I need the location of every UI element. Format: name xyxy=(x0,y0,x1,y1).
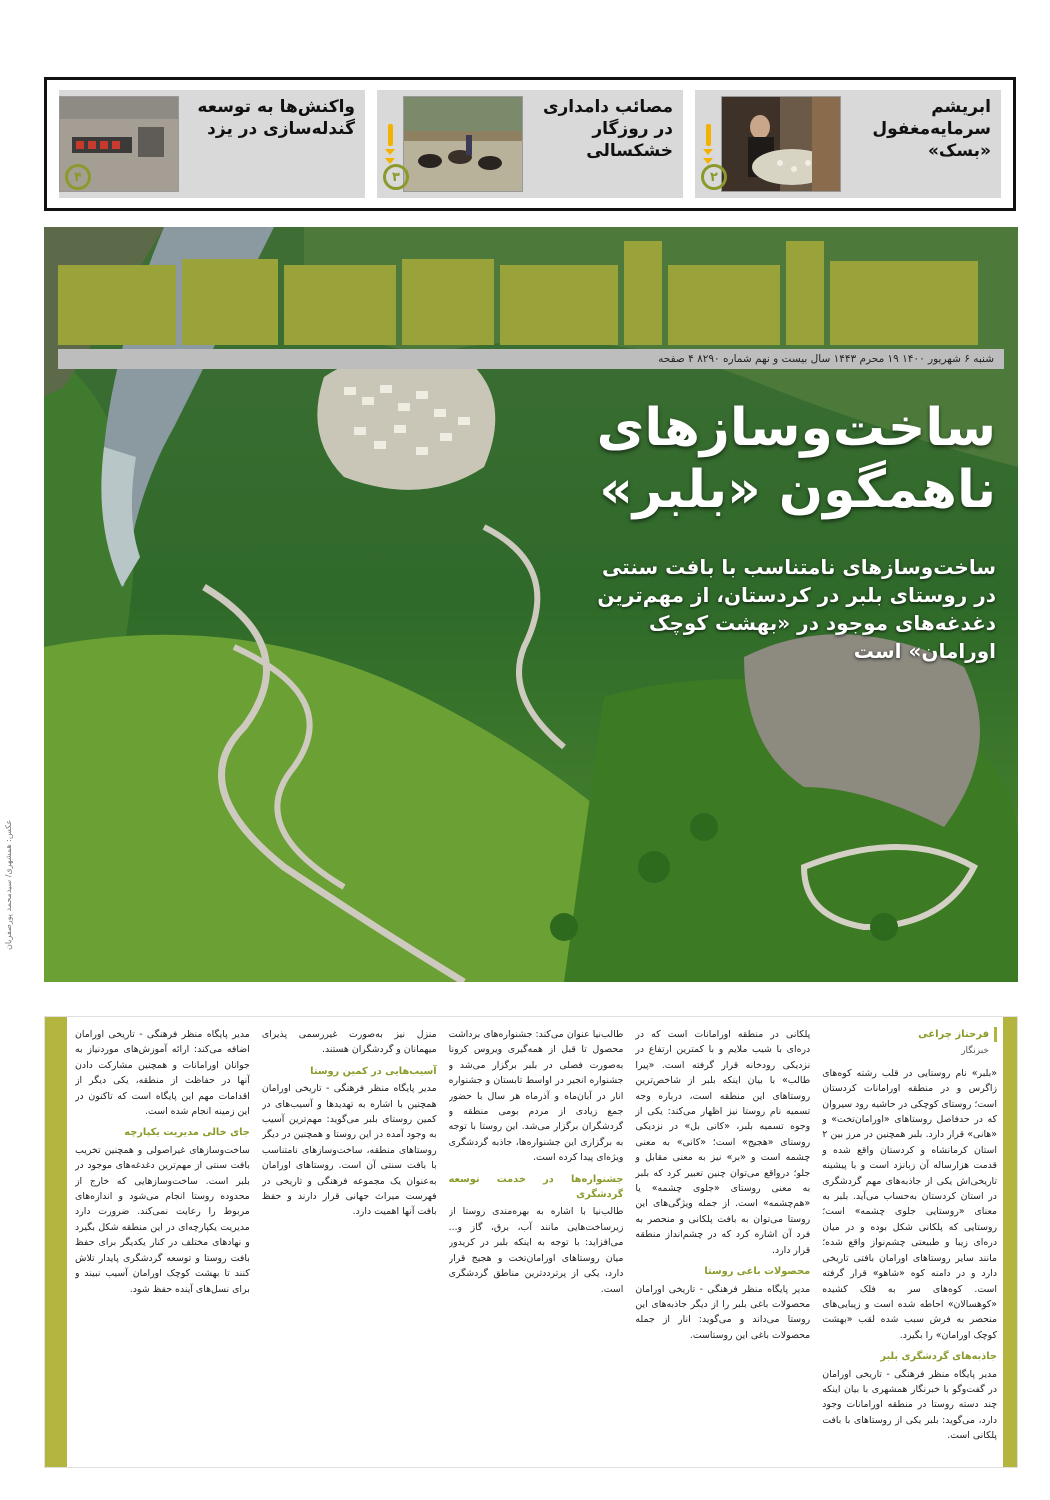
photo-credit: عکس: همشهری/ سیدمحمد پورصفریان xyxy=(4,820,13,951)
article-column xyxy=(75,1027,250,1457)
article-body xyxy=(44,1016,1018,1468)
page-headline: ساخت‌وسازهای ناهمگون «بلبر» xyxy=(596,398,996,520)
section-heading: جشنواره‌ها در خدمت توسعه گردشگری xyxy=(448,1173,624,1201)
page-number-badge: ۴ xyxy=(65,164,91,190)
decorative-sidebar xyxy=(1003,1017,1017,1467)
page-number-badge: ۲ xyxy=(701,164,727,190)
masthead-letter xyxy=(830,261,978,345)
page-subhead: ساخت‌وسازهای نامتناسب با بافت سنتی در روستای بلبر در کردستان، از مهم‌ترین دغدغه‌های موجود در «بهشت کوچک اورامان» است xyxy=(597,555,996,663)
issue-info-bar: شنبه ۶ شهریور ۱۴۰۰ ۱۹ محرم ۱۴۴۳ سال بیست و نهم شماره ۸۲۹۰ ۴ صفحه xyxy=(58,349,1004,369)
paragraph: منزل نیز به‌صورت غیررسمی پذیرای میهمانان و گردشگران هستند. xyxy=(261,1029,437,1056)
paragraph: مدیر پایگاه منظر فرهنگی - تاریخی اورامان در گفت‌وگو با خبرنگار همشهری با بیان اینکه چند دسته روستا در منطقه اورامانات وجود دارد، می‌گوید: بلبر یکی از روستاهای با بافت پلکانی است. xyxy=(822,1368,997,1442)
section-heading: محصولات باغی روستا xyxy=(704,1266,811,1278)
teaser-card-silk[interactable] xyxy=(695,90,1001,198)
masthead-letter xyxy=(500,265,618,345)
teaser-card-livestock[interactable] xyxy=(377,90,683,198)
article-column xyxy=(822,1027,997,1457)
paragraph: مدیر پایگاه منظر فرهنگی - تاریخی اورامان اضافه می‌کند: ارائه آموزش‌های موردنیاز به جوانان اورامانات و همچنین مشارکت دادن آنها در حفاظت از منطقه، یکی دیگر از اقدامات مهم این پایگاه است که تاکنون در این زمینه انجام شده است. xyxy=(75,1029,250,1118)
paragraph: مدیر پایگاه منظر فرهنگی - تاریخی اورامان همچنین با اشاره به تهدیدها و آسیب‌های در کمین روستای بلبر می‌گوید: مهم‌ترین آسیب به وجود آمده در این روستا و همچنین در دیگر روستاهای منطقه، ساخت‌وسازهای نامتناسب با بافت سنتی آن است. روستاهای اورامان به‌عنوان یک مجموعه فرهنگی و تاریخی در فهرست میراث جهانی قرار دارند و حفظ بافت آنها اهمیت دارد. xyxy=(261,1083,437,1218)
article-column xyxy=(635,1027,810,1457)
article-column xyxy=(449,1027,624,1457)
masthead-letter xyxy=(284,265,396,345)
masthead-letter xyxy=(668,265,780,345)
teaser-photo-livestock xyxy=(403,96,523,192)
masthead-logo xyxy=(58,237,1004,345)
paragraph: ساخت‌وسازهای غیراصولی و همچنین تخریب بافت سنتی از مهم‌ترین دغدغه‌های موجود در بلبر است. ساخت‌وسازهایی که خارج از محدوده روستا انجام می‌شود و اندازه‌های مربوط را رعایت نمی‌کند. ضرورت دارد مدیریت یکپارچه‌ای در این منطقه شکل بگیرد و نهادهای مختلف در کنار یکدیگر برای حفظ بافت روستا و توسعه گردشگری پایدار تلاش کنند تا بهشت کوچک اورامان آسیب نبیند و برای نسل‌های آینده حفظ شود. xyxy=(75,1144,250,1295)
section-heading: آسیب‌هایی در کمین روستا xyxy=(310,1065,437,1077)
author-role: خبرنگار xyxy=(961,1046,989,1057)
teaser-photo-silk xyxy=(721,96,841,192)
paragraph: مدیر پایگاه منظر فرهنگی - تاریخی اورامان محصولات باغی بلبر را از دیگر جاذبه‌های این روستا می‌داند و می‌گوید: انار از جمله محصولات باغی این روستاست. xyxy=(635,1283,811,1341)
page-number-badge: ۳ xyxy=(383,164,409,190)
section-heading: جای خالی مدیریت یکپارچه xyxy=(124,1127,250,1139)
paragraph: طالب‌نیا عنوان می‌کند: جشنواره‌های برداشت محصول تا قبل از همه‌گیری ویروس کرونا به‌صورت فصلی در بلبر برگزار می‌شد و جشنواره انجیر در اواسط تابستان و جشنواره انار در آبان‌ماه و آذرماه هر سال با حضور جمع زیادی از مردم بومی منطقه و گردشگران برگزار می‌شد. این روستا با توجه به برگزاری این جشنواره‌ها، جاذبه گردشگری ویژه‌ای پیدا کرده است. xyxy=(448,1029,624,1164)
article-columns xyxy=(75,1027,997,1457)
decorative-sidebar xyxy=(45,1017,67,1467)
section-heading: جاذبه‌های گردشگری بلبر xyxy=(880,1351,997,1363)
masthead-letter xyxy=(402,259,494,345)
teaser-title: واکنش‌ها به توسعه گندله‌سازی در یزد xyxy=(197,97,355,139)
teaser-card-industry[interactable] xyxy=(59,90,365,198)
teaser-box xyxy=(44,77,1016,211)
masthead-letter xyxy=(58,265,176,345)
article-column xyxy=(262,1027,437,1457)
teaser-title: ابریشم سرمایه‌مغفول «بسک» xyxy=(872,97,991,161)
paragraph: طالب‌نیا با اشاره به بهره‌مندی روستا از زیرساخت‌هایی مانند آب، برق، گاز و... می‌افزاید: با توجه به اینکه بلبر در کریدور میان روستاهای اورامان‌تخت و هجیج قرار دارد، یکی از پرتردد‌ترین مناطق گردشگری است. xyxy=(448,1206,624,1295)
paragraph: «بلبر» نام روستایی در قلب رشته کوه‌های زاگرس و در منطقه اورامانات کردستان است؛ روستای کوچکی در حاشیه رود سیروان که در حدفاصل روستاهای «اورامان‌تخت» و «هانی» قرار دارد. بلبر همچنین در مرز بین ۲ استان کرمانشاه و کردستان واقع شده و قدمت هزارساله آن زبانزد است و با پیشینه تاریخی‌اش یکی از جاذبه‌های مهم گردشگری در استان کردستان به‌حساب می‌آید. بلبر به معنای «روستایی جلوی چشمه» است؛ روستایی که پلکانی شکل بوده و در میان دره‌ای زیبا و طبیعتی چشم‌نواز واقع شده؛ مانند سایر روستاهای اورامان بافتی تاریخی دارد و در دامنه کوه «شاهو» قرار گرفته است. کوه‌های سر به فلک کشیده «کوهسالان» احاطه شده است و زیبایی‌های منحصر به فرش سبب شده لقب «بهشت کوچک اورامان» را بگیرد. xyxy=(822,1067,997,1341)
masthead-letter xyxy=(182,259,278,345)
paragraph: پلکانی در منطقه اورامانات است که در دره‌ای با شیب ملایم و با کمترین ارتفاع در نزدیکی رودخانه قرار گرفته است. «پیرا طالب» با بیان اینکه بلبر از شاخص‌ترین روستاهای این منطقه است، درباره وجه تسمیه نام روستا نیز اظهار می‌کند: یکی از وجوه تسمیه بلبر، «کانی بل» در نزدیکی روستای «هجیج» است؛ «کانی» به معنی چشمه است و «بر» نیز به معنی مقابل و جلو؛ درواقع می‌توان چنین تعبیر کرد که بلبر به معنی روستای «جلوی چشمه» یا «هم‌چشمه» است. از جمله ویژگی‌های این روستا می‌توان به بافت پلکانی و منحصر به فرد آن اشاره کرد که در چشم‌انداز منطقه قرار دارد. xyxy=(635,1029,811,1256)
teaser-title: مصائب دامداری در روزگار خشکسالی xyxy=(542,97,673,161)
hero-photo xyxy=(44,227,1018,982)
masthead-letter xyxy=(624,241,662,345)
masthead-letter xyxy=(786,241,824,345)
author-name: فرحناز چراغی xyxy=(822,1027,997,1042)
